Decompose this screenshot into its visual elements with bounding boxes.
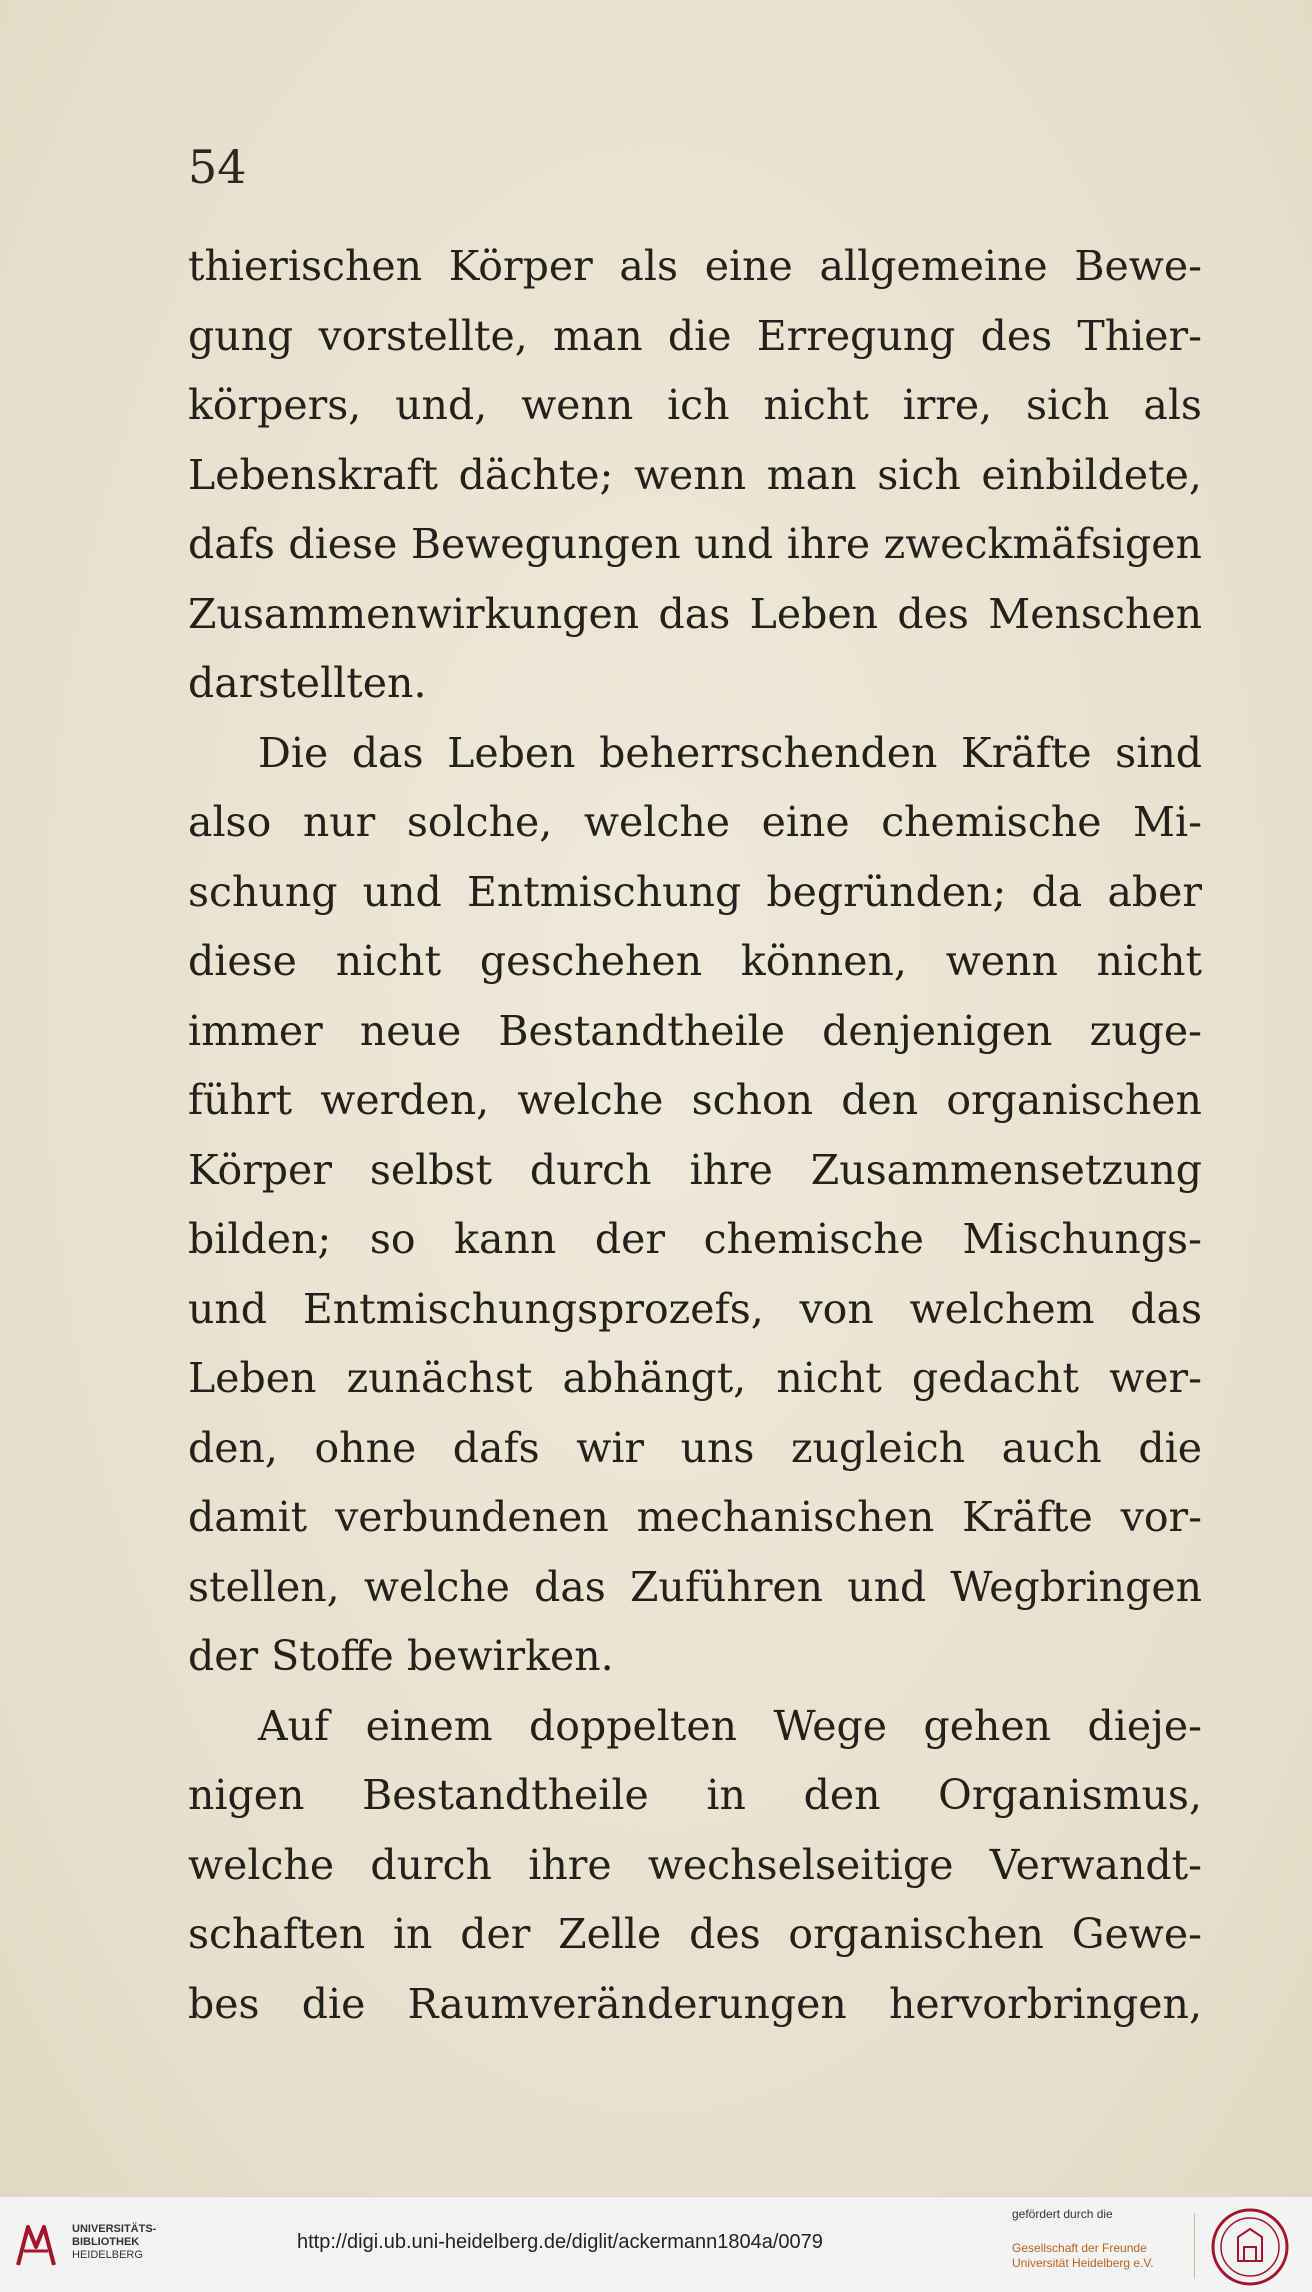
word: abhängt, xyxy=(562,1354,747,1402)
library-logo-icon xyxy=(14,2221,58,2269)
word: Zuführen xyxy=(629,1562,824,1611)
word: ihre xyxy=(528,1840,612,1889)
body-text xyxy=(188,232,1202,2039)
word: doppelten xyxy=(529,1701,737,1750)
word: aber xyxy=(1107,867,1202,916)
word: Mischungs- xyxy=(962,1215,1202,1263)
word: das xyxy=(534,1562,606,1611)
word: allgemeine xyxy=(819,242,1048,290)
text-line xyxy=(188,1344,1202,1414)
word: werden, xyxy=(320,1076,490,1124)
word: da xyxy=(1031,867,1083,916)
word: den xyxy=(841,1076,919,1124)
word: dächte; xyxy=(458,450,614,499)
library-name-line: HEIDELBERG xyxy=(72,2249,143,2261)
page-number: 54 xyxy=(188,140,247,194)
word: Zelle xyxy=(558,1910,662,1958)
word: wenn xyxy=(633,450,747,499)
text-line xyxy=(188,1483,1202,1553)
word: der xyxy=(594,1215,665,1263)
word: nicht xyxy=(763,381,869,429)
word: in xyxy=(706,1771,746,1819)
word: man xyxy=(766,450,857,499)
text-line xyxy=(188,1414,1202,1484)
word: der xyxy=(460,1910,531,1958)
word: vor- xyxy=(1120,1493,1202,1541)
word: Bewegungen xyxy=(410,520,681,568)
sponsor-name-line: Universität Heidelberg e.V. xyxy=(1012,2256,1154,2270)
word: Zusammenwirkungen xyxy=(188,589,640,638)
word: Entmischung xyxy=(466,867,742,916)
sponsor-label: gefördert durch die xyxy=(1012,2207,1113,2221)
word: Bestandtheile xyxy=(362,1771,649,1819)
word: und, xyxy=(395,381,488,429)
word: hervorbringen, xyxy=(888,1979,1202,2028)
word: Bewe- xyxy=(1074,242,1202,290)
word: schaften xyxy=(188,1910,366,1958)
word: zunächst xyxy=(346,1354,533,1402)
word: organischen xyxy=(788,1910,1044,1958)
word: und xyxy=(847,1562,927,1611)
text-line xyxy=(188,788,1202,858)
word: den, xyxy=(188,1423,278,1472)
word: welche xyxy=(188,1840,335,1889)
library-name-line: BIBLIOTHEK xyxy=(72,2236,140,2248)
university-seal-icon xyxy=(1210,2207,1290,2287)
word: Auf xyxy=(258,1701,330,1750)
word: wir xyxy=(576,1423,645,1472)
word: damit xyxy=(188,1493,308,1541)
text-line xyxy=(188,858,1202,928)
word: wer- xyxy=(1109,1354,1202,1402)
word: ohne xyxy=(314,1423,417,1472)
word: gehen xyxy=(923,1701,1052,1750)
word: Körper xyxy=(188,1145,332,1194)
text-line xyxy=(188,927,1202,997)
word: sind xyxy=(1115,728,1202,777)
word: Raumveränderungen xyxy=(407,1979,847,2028)
word: organischen xyxy=(946,1076,1202,1124)
word: gung xyxy=(188,311,294,360)
text-line xyxy=(188,1622,1202,1692)
word: Organismus, xyxy=(938,1771,1202,1819)
word: stellen, xyxy=(188,1562,340,1611)
text-line xyxy=(188,1553,1202,1623)
text-line xyxy=(188,1066,1202,1136)
word: und xyxy=(694,520,774,568)
word: Körper xyxy=(448,242,593,290)
footer-bar xyxy=(0,2196,1312,2292)
divider xyxy=(1194,2213,1195,2279)
word: verbundenen xyxy=(335,1493,609,1541)
word: Entmischungsprozefs, xyxy=(302,1284,764,1333)
word: sich xyxy=(877,450,961,499)
word: so xyxy=(369,1215,416,1263)
word: die xyxy=(1138,1423,1202,1472)
sponsor-name-line: Gesellschaft der Freunde xyxy=(1012,2241,1147,2255)
text-line xyxy=(188,441,1202,511)
word: welchem xyxy=(909,1284,1095,1333)
word: ihre xyxy=(689,1145,773,1194)
word: dafs xyxy=(188,520,275,568)
word: zugleich xyxy=(790,1423,966,1472)
text-line xyxy=(188,649,1202,719)
word: das xyxy=(1130,1284,1202,1333)
word: einbildete, xyxy=(981,450,1202,499)
word: bes xyxy=(188,1979,260,2028)
word: als xyxy=(1143,381,1202,429)
word: durch xyxy=(370,1840,492,1889)
word: beherrschenden xyxy=(599,728,938,777)
text-line xyxy=(188,1205,1202,1275)
word: gedacht xyxy=(911,1354,1079,1402)
text-line xyxy=(188,1275,1202,1345)
word: ich xyxy=(667,381,730,429)
word: und xyxy=(362,867,442,916)
word: begründen; xyxy=(766,867,1007,916)
word: des xyxy=(980,311,1053,360)
word: denjenigen xyxy=(822,1006,1053,1055)
word: die xyxy=(667,311,732,360)
text-line xyxy=(188,1692,1202,1762)
word: schung xyxy=(188,867,338,916)
word: Leben xyxy=(749,589,879,638)
word: eine xyxy=(761,798,850,846)
word: Wegbringen xyxy=(950,1562,1202,1611)
word: also xyxy=(188,798,272,846)
text-line xyxy=(188,302,1202,372)
word: Bestandtheile xyxy=(498,1006,785,1055)
word: Zusammensetzung xyxy=(810,1145,1202,1194)
word: neue xyxy=(359,1006,462,1055)
word: Gewe- xyxy=(1071,1910,1202,1958)
word: chemische xyxy=(703,1215,924,1263)
word: zuge- xyxy=(1089,1006,1202,1055)
text-line xyxy=(188,1761,1202,1831)
word: nigen xyxy=(188,1771,305,1819)
word: des xyxy=(897,589,969,638)
word: führt xyxy=(188,1076,293,1124)
line-text: darstellten. xyxy=(188,659,427,707)
word: Verwandt- xyxy=(989,1840,1202,1889)
word: können, xyxy=(740,937,907,985)
text-line xyxy=(188,719,1202,789)
word: eine xyxy=(704,242,793,290)
word: Mi- xyxy=(1133,798,1202,846)
word: mechanischen xyxy=(636,1493,935,1541)
word: ihre xyxy=(786,520,871,568)
word: Lebenskraft xyxy=(188,450,438,499)
word: nicht xyxy=(335,937,442,985)
word: wenn xyxy=(521,381,634,429)
word: das xyxy=(351,728,424,777)
word: man xyxy=(552,311,643,360)
text-line xyxy=(188,232,1202,302)
word: Erregung xyxy=(756,311,956,360)
word: nur xyxy=(302,798,376,846)
word: kann xyxy=(454,1215,557,1263)
text-line xyxy=(188,510,1202,580)
text-line xyxy=(188,1970,1202,2040)
word: Menschen xyxy=(988,589,1202,638)
word: bilden; xyxy=(188,1215,332,1263)
word: diese xyxy=(188,937,297,985)
word: als xyxy=(619,242,679,290)
word: die xyxy=(301,1979,366,2028)
line-text: der Stoffe bewirken. xyxy=(188,1632,614,1680)
word: Leben xyxy=(447,728,576,777)
word: Leben xyxy=(188,1354,317,1402)
word: geschehen xyxy=(479,937,703,985)
word: des xyxy=(689,1910,761,1958)
word: von xyxy=(799,1284,874,1333)
word: Die xyxy=(258,728,329,777)
permalink-url[interactable]: http://digi.ub.uni-heidelberg.de/diglit/ackermann1804a/0079 xyxy=(297,2231,823,2253)
word: und xyxy=(188,1284,268,1333)
word: Kräfte xyxy=(961,728,1092,777)
word: Kräfte xyxy=(962,1493,1093,1541)
text-line xyxy=(188,1136,1202,1206)
word: zweckmäfsigen xyxy=(883,520,1202,568)
word: durch xyxy=(529,1145,652,1194)
library-name xyxy=(72,2223,156,2262)
word: diese xyxy=(288,520,398,568)
word: selbst xyxy=(369,1145,493,1194)
word: chemische xyxy=(881,798,1102,846)
text-line xyxy=(188,1831,1202,1901)
word: in xyxy=(392,1910,433,1958)
text-line xyxy=(188,580,1202,650)
word: körpers, xyxy=(188,381,362,429)
word: den xyxy=(803,1771,881,1819)
word: wechselseitige xyxy=(647,1840,954,1889)
word: einem xyxy=(365,1701,493,1750)
word: das xyxy=(658,589,731,638)
word: nicht xyxy=(1096,937,1202,985)
word: thierischen xyxy=(188,242,423,290)
word: sich xyxy=(1026,381,1110,429)
word: schon xyxy=(691,1076,814,1124)
word: welche xyxy=(583,798,731,846)
word: nicht xyxy=(776,1354,882,1402)
library-name-line: UNIVERSITÄTS- xyxy=(72,2223,157,2235)
text-line xyxy=(188,371,1202,441)
word: wenn xyxy=(945,937,1058,985)
word: Wege xyxy=(773,1701,888,1750)
text-line xyxy=(188,1900,1202,1970)
word: vorstellte, xyxy=(318,311,528,360)
word: solche, xyxy=(406,798,553,846)
word: immer xyxy=(188,1006,323,1055)
word: auch xyxy=(1001,1423,1102,1472)
word: irre, xyxy=(902,381,993,429)
word: dieje- xyxy=(1087,1701,1202,1750)
word: uns xyxy=(680,1423,755,1472)
word: welche xyxy=(363,1562,510,1611)
sponsor-name xyxy=(1012,2241,1154,2271)
word: Thier- xyxy=(1077,311,1202,360)
word: welche xyxy=(517,1076,664,1124)
word: dafs xyxy=(452,1423,540,1472)
text-line xyxy=(188,997,1202,1067)
